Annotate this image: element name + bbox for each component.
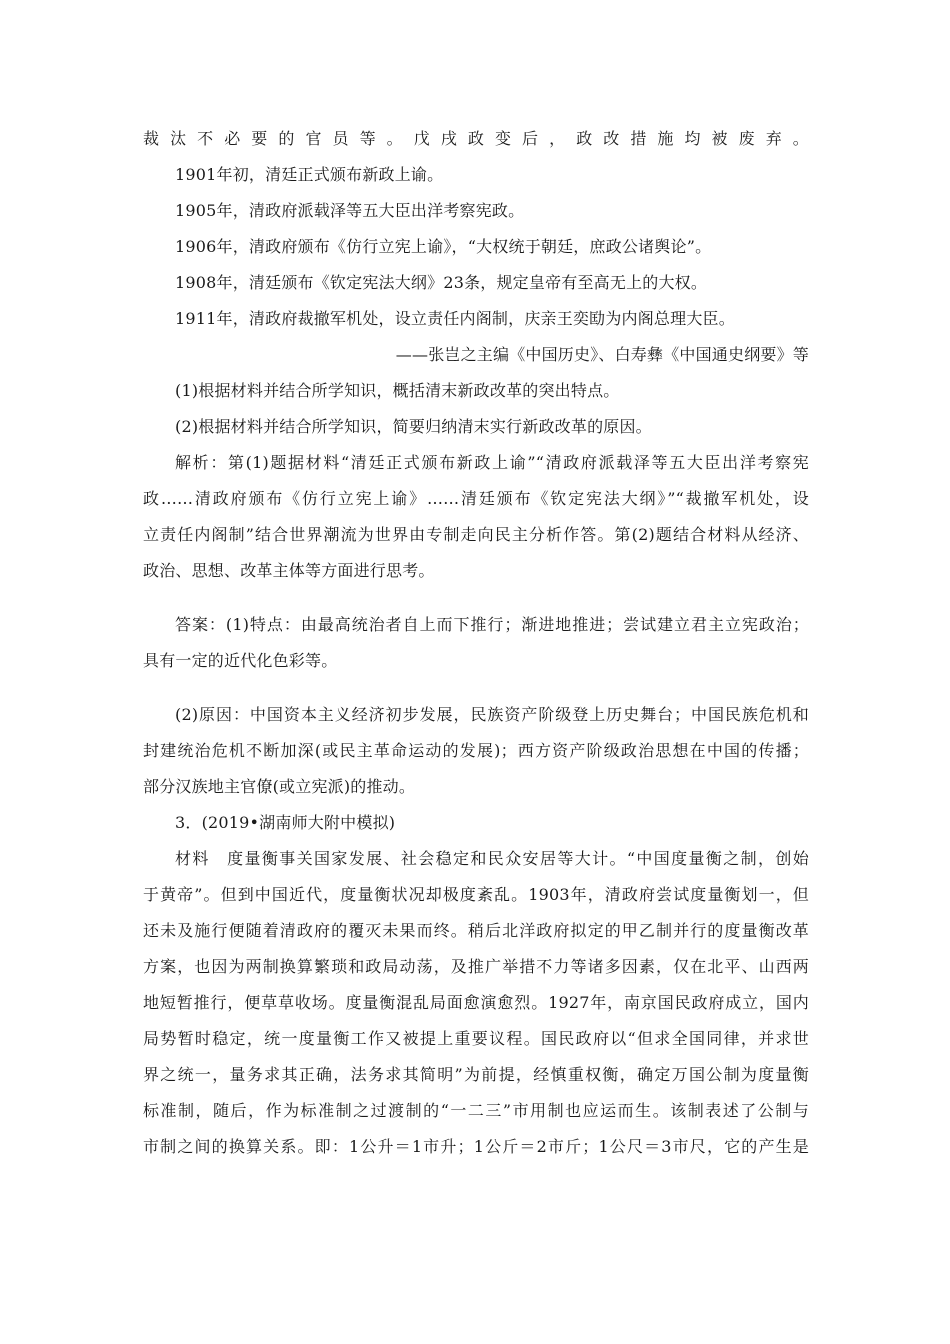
material-line: 方案，也因为两制换算繁琐和政局动荡，及推广举措不力等诸多因素，仅在北平、山西两 [143,957,809,976]
analysis-line: 立责任内阁制”结合世界潮流为世界由专制走向民主分析作答。第(2)题结合材料从经济、 [143,525,809,544]
material-line: 还未及施行便随着清政府的覆灭未果而终。稍后北洋政府拟定的甲乙制并行的度量衡改革 [143,921,809,940]
answer-line: 部分汉族地主官僚(或立宪派)的推动。 [143,777,416,796]
question-2: (2)根据材料并结合所学知识，简要归纳清末实行新政改革的原因。 [175,417,652,436]
source-citation: ——张岂之主编《中国历史》、白寿彝《中国通史纲要》等 [395,345,809,364]
text-line: 1906年，清政府颁布《仿行立宪上谕》，“大权统于朝廷，庶政公诸舆论”。 [175,237,712,256]
answer-line: 具有一定的近代化色彩等。 [143,651,338,670]
question-heading: 3．(2019•湖南师大附中模拟) [175,813,396,832]
text-line: 1911年，清政府裁撤军机处，设立责任内阁制，庆亲王奕劻为内阁总理大臣。 [175,309,735,328]
material-line: 界之统一，量务求其正确，法务求其简明”为前提，经慎重权衡，确定万国公制为度量衡 [143,1065,809,1084]
answer-line: 答案：(1)特点：由最高统治者自上而下推行；渐进地推进；尝试建立君主立宪政治； [175,615,809,634]
answer-line: (2)原因：中国资本主义经济初步发展，民族资产阶级登上历史舞台；中国民族危机和 [175,705,809,724]
material-line: 于黄帝”。但到中国近代，度量衡状况却极度紊乱。1903年，清政府尝试度量衡划一，但 [143,885,809,904]
analysis-line: 解析：第(1)题据材料“清廷正式颁布新政上谕”“清政府派载泽等五大臣出洋考察宪 [175,453,809,472]
answer-line: 封建统治危机不断加深(或民主革命运动的发展)；西方资产阶级政治思想在中国的传播； [143,741,809,760]
material-line: 标准制，随后，作为标准制之过渡制的“一二三”市用制也应运而生。该制表述了公制与 [143,1101,809,1120]
text-line: 1905年，清政府派载泽等五大臣出洋考察宪政。 [175,201,525,220]
material-line: 局势暂时稳定，统一度量衡工作又被提上重要议程。国民政府以“但求全国同律，并求世 [143,1029,809,1048]
material-line: 材料 度量衡事关国家发展、社会稳定和民众安居等大计。“中国度量衡之制，创始 [175,849,809,868]
question-1: (1)根据材料并结合所学知识，概括清末新政改革的突出特点。 [175,381,620,400]
material-line: 市制之间的换算关系。即：1公升＝1市升；1公斤＝2市斤；1公尺＝3市尺，它的产生是 [143,1137,809,1156]
text-line: 裁汰不必要的官员等。戊戌政变后，政改措施均被废弃。 [143,129,809,148]
analysis-line: 政治、思想、改革主体等方面进行思考。 [143,561,435,580]
text-line: 1908年，清廷颁布《钦定宪法大纲》23条，规定皇帝有至高无上的大权。 [175,273,708,292]
material-line: 地短暂推行，便草草收场。度量衡混乱局面愈演愈烈。1927年，南京国民政府成立，国内 [143,993,809,1012]
analysis-line: 政……清政府颁布《仿行立宪上谕》……清廷颁布《钦定宪法大纲》”“裁撤军机处，设 [143,489,809,508]
text-line: 1901年初，清廷正式颁布新政上谕。 [175,165,444,184]
